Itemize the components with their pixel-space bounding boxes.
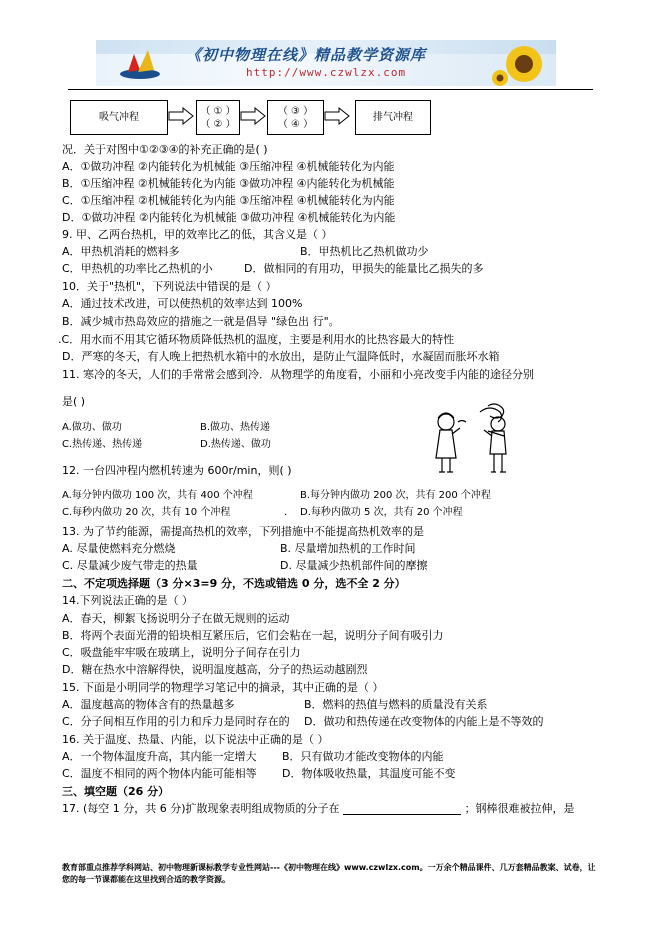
q16-option-a: A．一个物体温度升高，其内能一定增大 [62, 750, 257, 763]
q11-option-c: C.热传递、热传递 [62, 439, 143, 450]
page-footer: 教育部重点推荐学科网站、初中物理新课标教学专业性网站---《初中物理在线》www.czwlzx.com。一万余个精品课件、几万套精品教案、试卷，让您的每一节课都能在这里找到合适的教学资源。 [62, 863, 596, 884]
q12-stray-dot: . [284, 507, 288, 518]
q9-option-a: A．甲热机消耗的燃料多 [62, 245, 180, 258]
q14-option-d: D．糖在热水中溶解得快，说明温度越高，分子的热运动越剧烈 [62, 663, 368, 676]
banner-url[interactable]: http://www.czwlzx.com [246, 66, 407, 79]
q8-stem: 况．关于对图中①②③④的补充正确的是( ) [62, 143, 268, 156]
q14-option-c: C．吸盘能牢牢吸在玻璃上，说明分子间存在引力 [62, 646, 301, 659]
q15-option-b: B．燃料的热值与燃料的质量没有关系 [304, 698, 488, 711]
q14-option-a: A．春天，柳絮飞扬说明分子在做无规则的运动 [62, 612, 290, 625]
q8-option-b: B．①压缩冲程 ②机械能转化为内能 ③做功冲程 ④内能转化为机械能 [62, 177, 395, 190]
q11-stem-continued: 是( ) [62, 395, 86, 408]
q11-option-b: B.做功、热传递 [200, 422, 271, 433]
site-logo-icon [118, 46, 162, 82]
q12-option-b: B.每分钟内做功 200 次，共有 200 个冲程 [300, 490, 491, 501]
q10-option-b: B．减少城市热岛效应的措施之一就是倡导 "绿色出 行"。 [62, 315, 340, 328]
stroke-box-1 [196, 100, 240, 135]
q14-option-b: B．将两个表面光滑的铅块相互紧压后，它们会粘在一起，说明分子间有吸引力 [62, 629, 444, 642]
q13-option-c: C. 尽量减少废气带走的热量 [62, 559, 198, 572]
q14-stem: 14.下列说法正确的是（ ） [62, 594, 193, 607]
q12-option-c: C.每秒内做功 20 次，共有 10 个冲程 [62, 507, 231, 518]
q13-option-d: D. 尽量减少热机部件间的摩擦 [280, 559, 428, 572]
q11-option-a: A.做功、做功 [62, 422, 122, 433]
q12-option-a: A.每分钟内做功 100 次，共有 400 个冲程 [62, 490, 253, 501]
q11-option-d: D.热传递、做功 [200, 439, 271, 450]
exhaust-stroke-box [355, 100, 431, 135]
q17-text-before-blank: 17. (每空 1 分，共 6 分)扩散现象表明组成物质的分子在 [62, 802, 340, 815]
q10-stem: 10．关于"热机"，下列说法中错误的是（ ） [62, 280, 277, 293]
q15-option-c: C．分子间相互作用的引力和斥力是同时存在的 [62, 715, 290, 728]
section-3-heading: 三、填空题（26 分） [62, 785, 170, 798]
q13-stem: 13. 为了节约能源，需提高热机的效率，下列措施中不能提高热机效率的是 [62, 525, 424, 538]
q12-stem: 12. 一台四冲程内燃机转速为 600r/min，则( ) [62, 464, 292, 477]
q15-option-d: D．做功和热传递在改变物体的内能上是不等效的 [304, 715, 544, 728]
q9-option-b: B．甲热机比乙热机做功少 [300, 245, 429, 258]
q17-line [62, 802, 575, 815]
section-2-heading: 二、不定项选择题（3 分×3=9 分，不选或错选 0 分，选不全 2 分） [62, 577, 406, 590]
q8-option-a: A．①做功冲程 ②内能转化为机械能 ③压缩冲程 ④机械能转化为内能 [62, 160, 395, 173]
stroke-box-2-top: （ ③ ） [277, 105, 314, 117]
sunflower-icon [492, 42, 552, 86]
arrow-right-icon [324, 107, 350, 125]
stroke-box-2 [267, 100, 324, 135]
header-banner [96, 40, 556, 86]
q12-option-d: D.每秒内做功 5 次，共有 20 个冲程 [300, 507, 463, 518]
q16-option-d: D．物体吸收热量，其温度可能不变 [282, 767, 456, 780]
q10-option-c: .C．用水而不用其它循环物质降低热机的温度，主要是利用水的比热容最大的特性 [58, 333, 455, 346]
intake-stroke-box [70, 100, 168, 135]
hands-warming-illustration [428, 400, 524, 480]
q13-option-a: A. 尽量使燃料充分燃烧 [62, 542, 176, 555]
banner-title: 《初中物理在线》精品教学资源库 [186, 46, 427, 64]
q13-option-b: B. 尽量增加热机的工作时间 [280, 542, 416, 555]
q16-option-b: B．只有做功才能改变物体的内能 [282, 750, 444, 763]
q11-stem: 11. 寒冷的冬天，人们的手常常会感到冷．从物理学的角度看，小丽和小亮改变手内能的途径分别 [62, 368, 534, 381]
header-rule [68, 89, 593, 90]
stroke-box-2-bottom: （ ④ ） [277, 118, 314, 130]
q17-text-after-blank: ；钢棒很难被拉伸，是 [464, 802, 575, 815]
q10-option-a: A．通过技术改进，可以使热机的效率达到 100% [62, 297, 303, 310]
q15-stem: 15. 下面是小明同学的物理学习笔记中的摘录，其中正确的是（ ） [62, 681, 384, 694]
q10-option-d: D．严寒的冬天，有人晚上把热机水箱中的水放出，是防止气温降低时，水凝固而胀坏水箱 [62, 350, 500, 363]
q17-answer-blank[interactable] [343, 803, 461, 815]
q9-stem: 9. 甲、乙两台热机，甲的效率比乙的低，其含义是（ ） [62, 228, 333, 241]
exhaust-stroke-label: 排气冲程 [373, 112, 413, 123]
q8-option-d: D．①做功冲程 ②内能转化为机械能 ③做功冲程 ④机械能转化为内能 [62, 211, 396, 224]
arrow-right-icon [168, 107, 194, 125]
q9-option-c: C．甲热机的功率比乙热机的小 [62, 262, 213, 275]
q8-option-c: C．①压缩冲程 ②机械能转化为内能 ③压缩冲程 ④机械能转化为内能 [62, 194, 395, 207]
q15-option-a: A．温度越高的物体含有的热量越多 [62, 698, 235, 711]
q16-option-c: C．温度不相同的两个物体内能可能相等 [62, 767, 257, 780]
arrow-right-icon [240, 107, 266, 125]
stroke-box-1-top: （ ① ） [200, 105, 236, 117]
stroke-box-1-bottom: （ ② ） [200, 118, 236, 130]
q16-stem: 16. 关于温度、热量、内能，以下说法中正确的是（ ） [62, 733, 329, 746]
q9-option-d: D．做相同的有用功，甲损失的能量比乙损失的多 [244, 262, 484, 275]
intake-stroke-label: 吸气冲程 [99, 112, 139, 123]
